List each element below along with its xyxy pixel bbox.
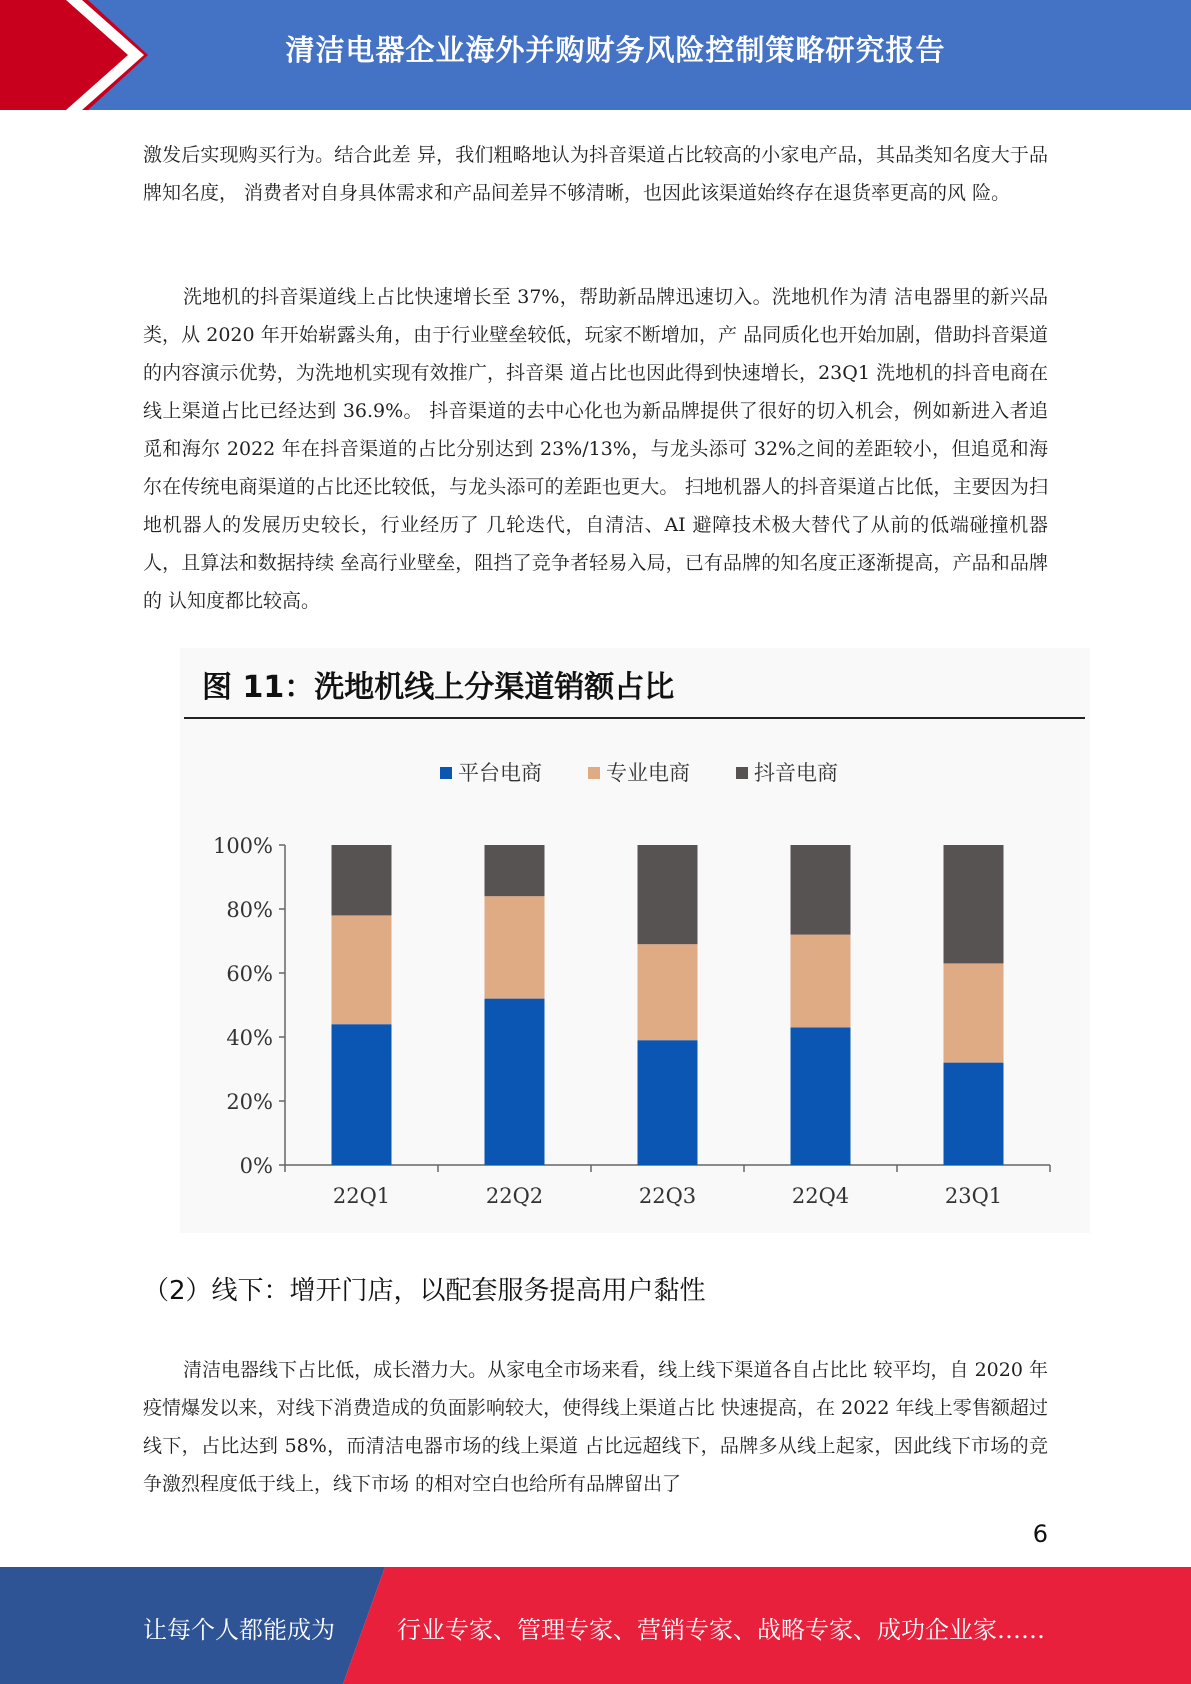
bar-22Q2-0: [485, 999, 545, 1165]
legend-swatch-1: [588, 767, 600, 779]
bar-22Q1-1: [332, 915, 392, 1024]
x-tick-label-3: 22Q4: [791, 1184, 850, 1208]
y-tick-label-0: 0%: [239, 1154, 273, 1178]
bar-22Q2-2: [485, 845, 545, 896]
bar-22Q3-2: [638, 845, 698, 944]
bar-23Q1-1: [944, 963, 1004, 1062]
header-title: 清洁电器企业海外并购财务风险控制策略研究报告: [285, 33, 946, 67]
y-tick-label-5: 100%: [212, 834, 273, 858]
y-tick-label-3: 60%: [226, 962, 273, 986]
bar-22Q1-2: [332, 845, 392, 915]
y-tick-label-1: 20%: [226, 1090, 273, 1114]
figure-11: [180, 648, 1090, 1233]
x-tick-label-0: 22Q1: [332, 1184, 391, 1208]
legend-label-2: 抖音电商: [754, 761, 838, 785]
page-header: [0, 0, 1191, 110]
stacked-bar-chart: [180, 648, 1090, 1233]
y-tick-label-2: 40%: [226, 1026, 273, 1050]
paragraph-3: 清洁电器线下占比低，成长潜力大。从家电全市场来看，线上线下渠道各自占比比 较平均，自 2020 年疫情爆发以来，对线下消费造成的负面影响较大，使得线上渠道占比 快速提高，在 2022 年线上零售额超过线下，占比达到 58%，而清洁电器市场的线上渠道 占比远超线下，品牌多从线上起家，因此线下市场的竞争激烈程度低于线上，线下市场 的相对空白也给所有品牌留出了: [143, 1359, 1048, 1495]
y-tick-label-4: 80%: [226, 898, 273, 922]
bar-23Q1-0: [944, 1063, 1004, 1165]
bar-22Q4-2: [791, 845, 851, 935]
legend-label-1: 专业电商: [606, 761, 690, 785]
x-tick-label-1: 22Q2: [485, 1184, 544, 1208]
bar-22Q4-1: [791, 935, 851, 1028]
page-number: 6: [1032, 1520, 1048, 1548]
paragraph-2: 洗地机的抖音渠道线上占比快速增长至 37%，帮助新品牌迅速切入。洗地机作为清 洁电器里的新兴品类，从 2020 年开始崭露头角，由于行业壁垒较低，玩家不断增加，产 品同质化也开始加剧，借助抖音渠道的内容演示优势，为洗地机实现有效推广，抖音渠 道占比也因此得到快速增长，23Q1 洗地机的抖音电商在线上渠道占比已经达到 36.9%。 抖音渠道的去中心化也为新品牌提供了很好的切入机会，例如新进入者追觅和海尔 2022 年在抖音渠道的占比分别达到 23%/13%，与龙头添可 32%之间的差距较小，但追觅和海 尔在传统电商渠道的占比还比较低，与龙头添可的差距也更大。 扫地机器人的抖音渠道占比低，主要因为扫地机器人的发展历史较长，行业经历了 几轮迭代，自清洁、AI 避障技术极大替代了从前的低端碰撞机器人，且算法和数据持续 垒高行业壁垒，阻挡了竞争者轻易入局，已有品牌的知名度正逐渐提高，产品和品牌的 认知度都比较高。: [143, 286, 1048, 612]
legend-swatch-0: [440, 767, 452, 779]
paragraph-1: 激发后实现购买行为。结合此差 异，我们粗略地认为抖音渠道占比较高的小家电产品，其品类知名度大于品牌知名度， 消费者对自身具体需求和产品间差异不够清晰，也因此该渠道始终存在退货率更高的风 险。: [143, 144, 1048, 204]
bar-22Q2-1: [485, 896, 545, 998]
chart-title: 图 11：洗地机线上分渠道销额占比: [202, 670, 675, 705]
legend-label-0: 平台电商: [458, 761, 542, 785]
bar-22Q1-0: [332, 1024, 392, 1165]
legend-swatch-2: [736, 767, 748, 779]
bar-23Q1-2: [944, 845, 1004, 963]
page-footer: [0, 1567, 1191, 1684]
section-heading: （2）线下：增开门店，以配套服务提高用户黏性: [143, 1276, 706, 1306]
footer-slogan-left: 让每个人都能成为: [143, 1616, 335, 1644]
bar-22Q3-1: [638, 944, 698, 1040]
x-tick-label-2: 22Q3: [638, 1184, 697, 1208]
bar-22Q4-0: [791, 1027, 851, 1165]
bar-22Q3-0: [638, 1040, 698, 1165]
footer-slogan-right: 行业专家、管理专家、营销专家、战略专家、成功企业家……: [397, 1616, 1045, 1644]
x-tick-label-4: 23Q1: [944, 1184, 1003, 1208]
